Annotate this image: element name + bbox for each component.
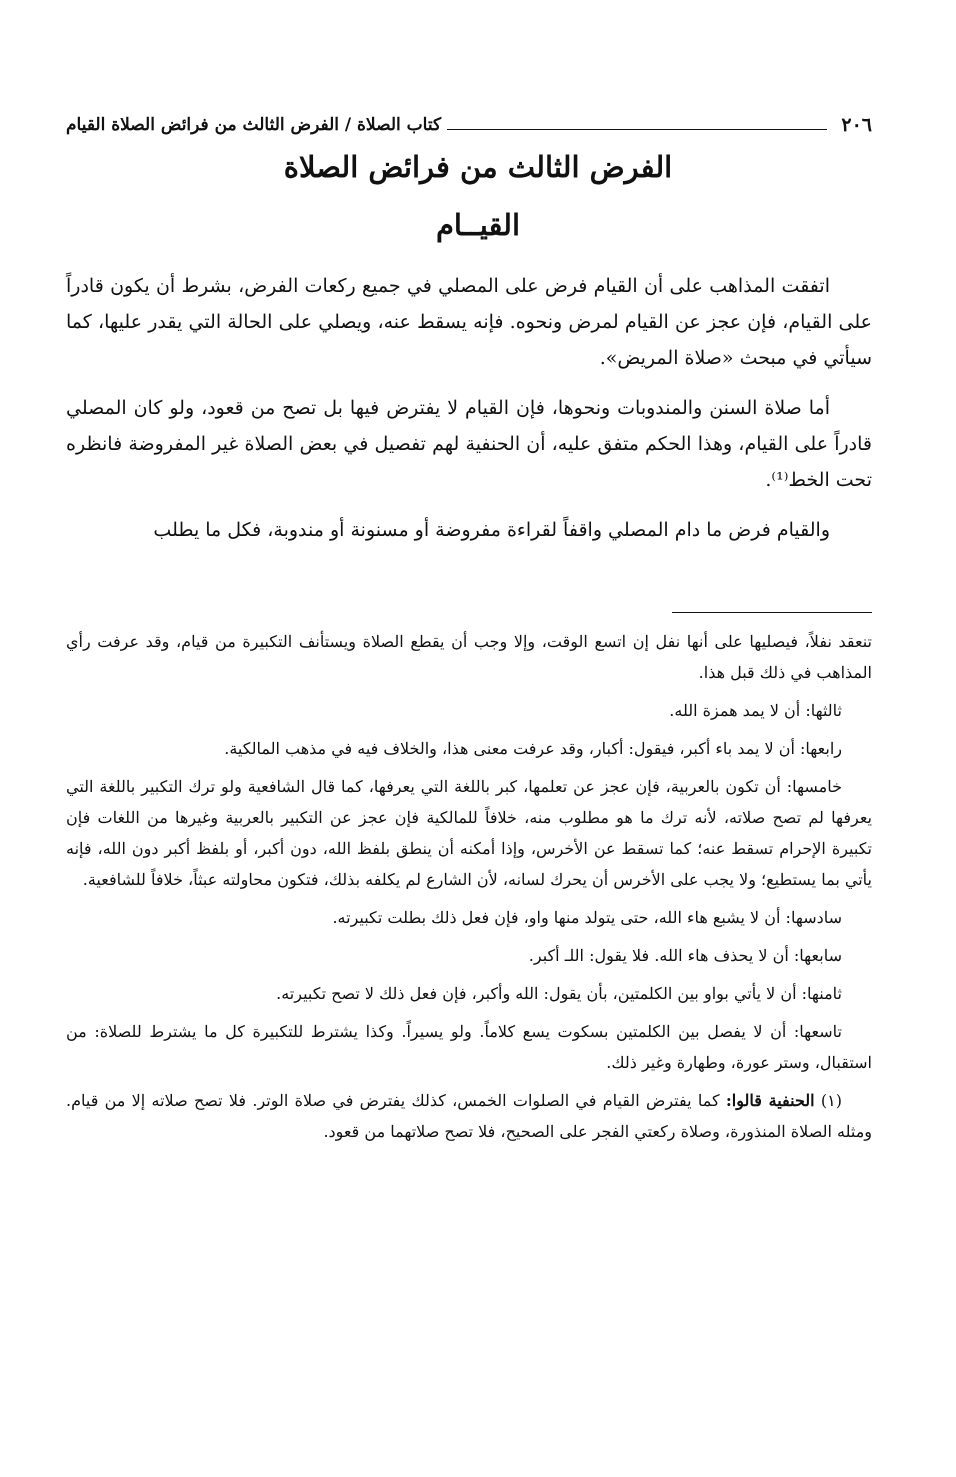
body-paragraph: اتفقت المذاهب على أن القيام فرض على المصلي في جميع ركعات الفرض، بشرط أن يكون قادراً على القيام، فإن عجز عن القيام لمرض ونحوه. فإنه يسقط عنه، ويصلي على الحالة التي يقدر عليها، كما سيأتي في مبحث «صلاة المريض». xyxy=(66,275,872,369)
footnote-1 xyxy=(66,1085,872,1147)
footnote-separator xyxy=(672,612,872,613)
main-text xyxy=(66,268,872,562)
footnote-text: كما يفترض القيام في الصلوات الخمس، كذلك يفترض في صلاة الوتر. فلا تصح صلاته إلا من قيام. ومثله الصلاة المنذورة، وصلاة ركعتي الفجر على الصحيح، فلا تصح صلاتهما من قعود. xyxy=(66,1091,872,1141)
footnote-line: تنعقد نفلاً، فيصليها على أنها نفل إن اتسع الوقت، وإلا وجب أن يقطع الصلاة ويستأنف التكبيرة من قيام، وقد عرفت رأي المذاهب في ذلك قبل هذا. xyxy=(66,632,872,682)
running-title: كتاب الصلاة / الفرض الثالث من فرائض الصلاة القيام xyxy=(66,115,442,135)
chapter-title: الفرض الثالث من فرائض الصلاة xyxy=(283,150,673,184)
footnotes xyxy=(66,626,872,1154)
footnote-line: سابعها: أن لا يحذف هاء الله. فلا يقول: اللـ أكبر. xyxy=(528,946,842,965)
body-paragraph: أما صلاة السنن والمندوبات ونحوها، فإن القيام لا يفترض فيها بل تصح من قعود، ولو كان المصلي قادراً على القيام، وهذا الحكم متفق عليه، أن الحنفية لهم تفصيل في بعض الصلاة غير المفروضة فانظره تحت الخط⁽¹⁾. xyxy=(66,397,872,491)
section-title: القيــام xyxy=(435,208,521,242)
footnote-line: ثالثها: أن لا يمد همزة الله. xyxy=(669,701,842,720)
footnote-line: رابعها: أن لا يمد باء أكبر، فيقول: أكبار، وقد عرفت معنى هذا، والخلاف فيه في مذهب المالكية. xyxy=(224,739,842,758)
page-header xyxy=(66,108,872,142)
footnote-line: تاسعها: أن لا يفصل بين الكلمتين بسكوت يسع كلاماً. ولو يسيراً. وكذا يشترط للتكبيرة كل ما يشترط للصلاة: من استقبال، وستر عورة، وطهارة وغير ذلك. xyxy=(66,1022,872,1072)
footnote-marker: (١) xyxy=(820,1091,842,1110)
body-paragraph: والقيام فرض ما دام المصلي واقفاً لقراءة مفروضة أو مسنونة أو مندوبة، فكل ما يطلب xyxy=(153,519,830,541)
footnote-line: خامسها: أن تكون بالعربية، فإن عجز عن تعلمها، كبر باللغة التي يعرفها، كما قال الشافعية ولو ترك التكبير باللغة التي يعرفها لم تصح صلاته، لأنه ترك ما هو مطلوب منه، خلافاً للمالكية فإن عجز عن التكبير بالعربية وغيرها من اللغات فإن تكبيرة الإحرام تسقط عنه؛ كما تسقط عن الأخرس، وإذا أمكنه أن ينطق بلفظ الله، دون أكبر، أو بلفظ أكبر دون الله، فإنه يأتي بما يستطيع؛ ولا يجب على الأخرس أن يحرك لسانه، لأن الشارع لم يكلفه بذلك، فتكون محاولته عبثاً، خلافاً للشافعية. xyxy=(66,777,872,889)
footnote-line: ثامنها: أن لا يأتي بواو بين الكلمتين، بأن يقول: الله وأكبر، فإن فعل ذلك لا تصح تكبيرته. xyxy=(276,984,842,1003)
footnote-label: الحنفية قالوا: xyxy=(725,1091,815,1110)
page-number: ٢٠٦ xyxy=(841,114,872,136)
footnote-line: سادسها: أن لا يشبع هاء الله، حتى يتولد منها واو، فإن فعل ذلك بطلت تكبيرته. xyxy=(332,908,842,927)
header-rule xyxy=(447,129,827,130)
